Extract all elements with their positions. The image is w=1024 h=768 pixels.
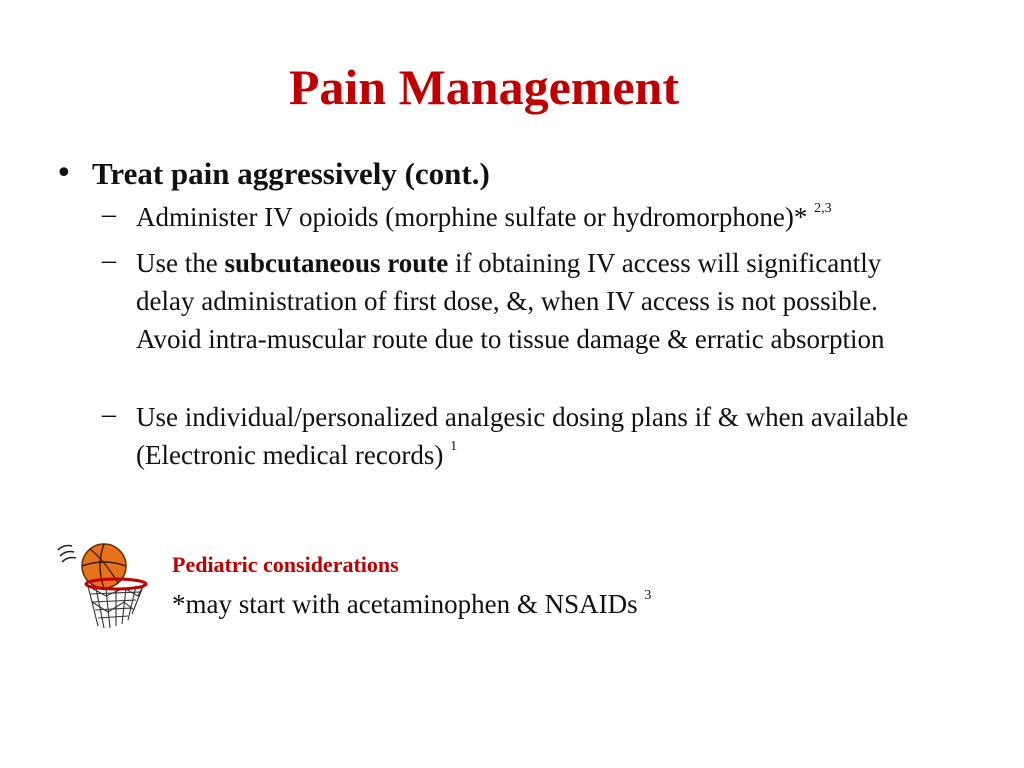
- main-bullet-text: Treat pain aggressively (cont.): [92, 156, 490, 191]
- slide-title: Pain Management: [288, 59, 680, 115]
- sub-bullet-bold-text: subcutaneous route: [224, 248, 449, 278]
- pediatric-note: [172, 586, 651, 622]
- pediatric-heading: Pediatric considerations: [172, 552, 399, 577]
- citation: 2,3: [814, 201, 832, 216]
- citation: 3: [644, 588, 652, 603]
- sub-bullet-text: Use individual/personalized analgesic dosing plans if & when available (Electronic medical records): [136, 402, 909, 470]
- sub-bullet-marker: –: [102, 199, 116, 230]
- sub-bullet-iv-opioids: [102, 198, 922, 236]
- sub-bullet-marker: –: [102, 399, 116, 430]
- sub-bullet-text: Administer IV opioids (morphine sulfate or hydromorphone)*: [136, 202, 808, 232]
- basketball-hoop-icon: [52, 536, 154, 632]
- sub-bullet-dosing-plans: [102, 398, 922, 474]
- sub-bullet-marker: –: [102, 245, 116, 276]
- bullet-marker: •: [55, 156, 73, 191]
- pediatric-note-text: *may start with acetaminophen & NSAIDs: [172, 589, 638, 619]
- citation: 1: [450, 439, 458, 454]
- sub-bullet-text-post: if obtaining IV access will significantly delay administration of first dose, &, when IV access is not possible. Avoid intra-muscular route due to tissue damage & erratic absorption: [136, 248, 885, 354]
- sub-bullet-subcutaneous: [102, 244, 922, 358]
- sub-bullet-text-pre: Use the: [136, 248, 225, 278]
